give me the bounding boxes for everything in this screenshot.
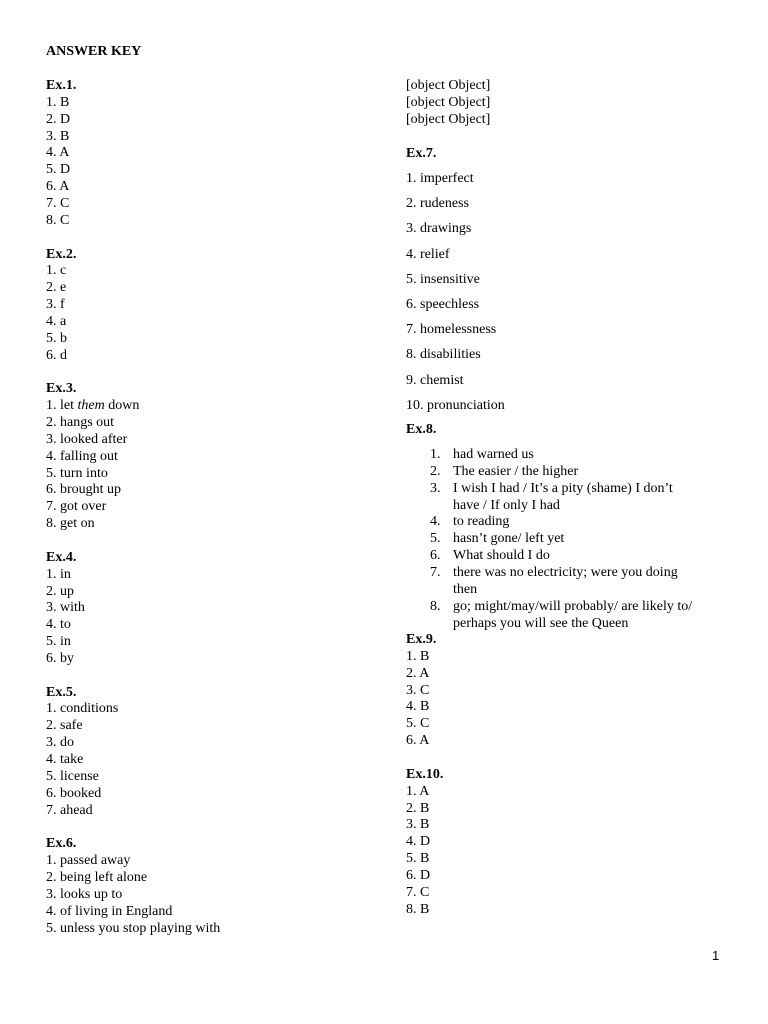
answer-item: to reading [453, 514, 510, 530]
answer-item: 1. A [406, 783, 430, 799]
answer-item: 3. drawings [406, 221, 472, 237]
answer-item: 4. D [406, 834, 431, 850]
answer-item: [object Object] [406, 111, 491, 127]
answer-item: 3. C [406, 682, 430, 698]
answer-item: 3. B [406, 817, 430, 833]
answer-item: 1. B [406, 648, 430, 664]
exercise-heading: Ex.7. [406, 146, 437, 161]
answer-item: 2. being left alone [46, 869, 148, 885]
answer-item: 6. D [406, 867, 431, 883]
answer-item: [object Object] [406, 78, 491, 93]
exercise-heading: Ex.5. [46, 684, 77, 700]
answer-item: 5. insensitive [406, 271, 480, 287]
answer-item: 5. C [406, 716, 430, 732]
answer-item: 6. d [46, 347, 67, 363]
answer-item: 3. looks up to [46, 886, 123, 902]
answer-item: 1. c [46, 263, 67, 279]
answer-item: 5. b [46, 330, 67, 346]
answer-item: 7. ahead [46, 802, 93, 818]
answer-item: 8. get on [46, 516, 95, 532]
answer-item: 1. let them down [46, 398, 140, 414]
answer-item: hasn’t gone/ left yet [453, 531, 565, 547]
answer-item: 6. speechless [406, 297, 480, 312]
answer-item: 1. B [46, 94, 70, 110]
answer-item: 5. license [46, 768, 99, 784]
exercise-heading: Ex.6. [46, 836, 77, 852]
list-number: 1. [430, 447, 441, 462]
answer-item: go; might/may/will probably/ are likely to/ [453, 598, 693, 614]
list-number: 8. [430, 598, 441, 614]
answer-item: 5. B [406, 851, 430, 867]
answer-item: 4. A [46, 145, 70, 161]
answer-item: 2. e [46, 280, 67, 296]
list-number: 3. [430, 480, 441, 496]
answer-item: 6. brought up [46, 482, 122, 498]
answer-item: 2. D [46, 111, 71, 127]
answer-item: 4. falling out [46, 448, 118, 464]
page-title: ANSWER KEY [46, 44, 142, 59]
answer-item: What should I do [453, 548, 550, 564]
answer-item: 4. to [46, 617, 71, 633]
answer-item: 6. A [46, 179, 70, 195]
answer-item: 1. imperfect [406, 171, 474, 186]
answer-item: 2. safe [46, 718, 83, 734]
answer-item: 2. hangs out [46, 415, 115, 430]
answer-item: 6. booked [46, 785, 102, 801]
answer-item: 8. disabilities [406, 347, 481, 363]
answer-item: 4. relief [406, 246, 450, 262]
answer-item: perhaps you will see the Queen [453, 615, 629, 631]
exercise-heading: Ex.8. [406, 422, 437, 437]
exercise-heading: Ex.1. [46, 78, 77, 93]
list-number: 4. [430, 514, 441, 530]
list-number: 7. [430, 564, 441, 580]
answer-item: 8. B [406, 901, 430, 917]
exercise-heading: Ex.2. [46, 246, 77, 262]
answer-item: 3. with [46, 600, 85, 616]
answer-item: 3. do [46, 735, 74, 751]
italic-word: them [77, 398, 105, 414]
answer-item: 10. pronunciation [406, 397, 505, 413]
list-number: 5. [430, 531, 441, 547]
answer-item: [object Object] [406, 94, 491, 110]
page-number: 1 [712, 948, 720, 963]
answer-item: then [453, 581, 478, 597]
answer-item: 2. up [46, 583, 74, 599]
answer-item: 3. looked after [46, 431, 128, 447]
answer-item: 6. by [46, 650, 74, 666]
answer-item: 3. f [46, 297, 65, 313]
answer-item: 4. of living in England [46, 903, 173, 919]
answer-item: 8. C [46, 212, 70, 228]
answer-item: 7. C [406, 884, 430, 900]
exercise-heading: Ex.4. [46, 549, 77, 565]
exercise-heading: Ex.10. [406, 766, 444, 782]
answer-item: 4. B [406, 699, 430, 715]
answer-item: 2. rudeness [406, 196, 469, 212]
answer-item: 1. in [46, 566, 71, 582]
answer-item: 5. in [46, 634, 71, 650]
answer-item: 5. D [46, 162, 71, 178]
answer-item: 4. take [46, 752, 84, 767]
answer-item: 4. a [46, 313, 67, 329]
answer-item: 3. B [46, 128, 70, 144]
answer-item: 1. passed away [46, 853, 131, 869]
answer-item: I wish I had / It’s a pity (shame) I don’t [453, 480, 673, 496]
answer-item: 2. B [406, 800, 430, 816]
list-number: 2. [430, 463, 441, 479]
answer-item: 5. turn into [46, 465, 108, 481]
exercise-heading: Ex.3. [46, 381, 77, 397]
answer-item: 2. A [406, 665, 430, 681]
answer-item: had warned us [453, 447, 534, 462]
answer-item: there was no electricity; were you doing [453, 564, 678, 580]
answer-item: 7. C [46, 195, 70, 211]
answer-item: 9. chemist [406, 372, 464, 388]
answer-item: have / If only I had [453, 497, 560, 513]
exercise-heading: Ex.9. [406, 632, 437, 647]
answer-item: 7. homelessness [406, 322, 497, 338]
list-number: 6. [430, 548, 441, 564]
answer-item: 1. conditions [46, 701, 119, 717]
answer-item: 7. got over [46, 499, 107, 515]
answer-item: The easier / the higher [453, 463, 579, 479]
answer-item: 5. unless you stop playing with [46, 920, 221, 936]
answer-item: 6. A [406, 733, 430, 749]
